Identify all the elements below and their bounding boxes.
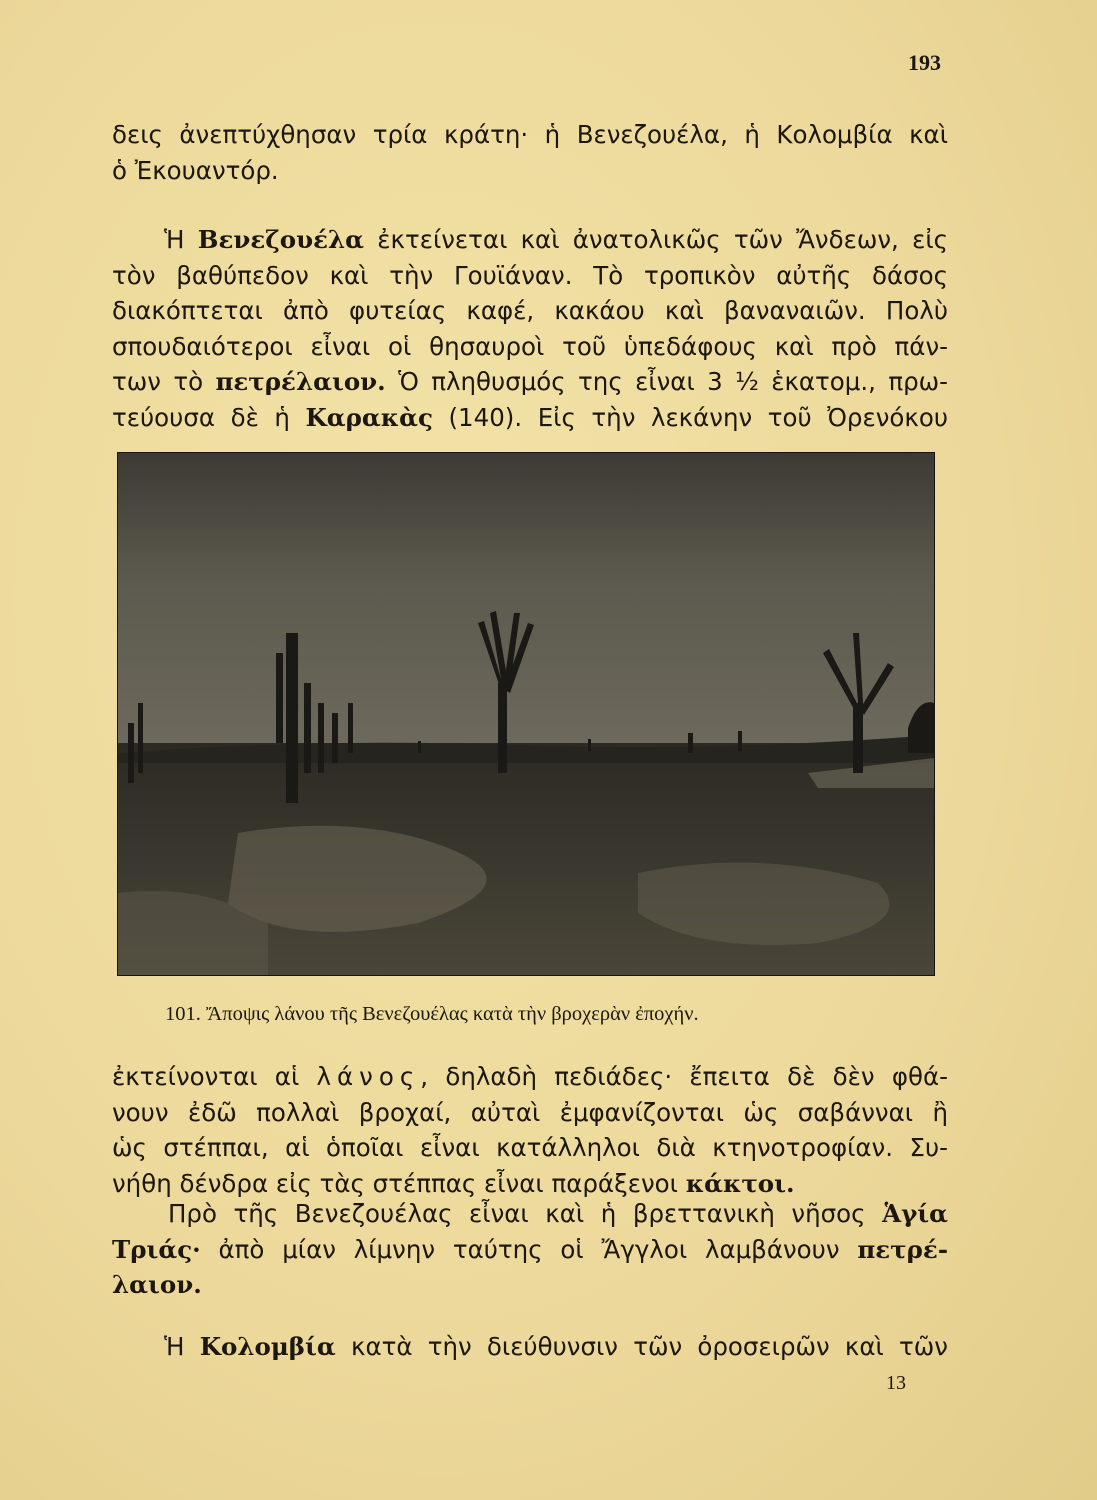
term-petroleum: πετρέλαιον. (215, 367, 386, 397)
term-colombia: Κολομβία (199, 1332, 336, 1361)
term-trinidad: Ἁγία (882, 1199, 948, 1228)
text-line: ὡς στέππαι, αἱ ὁποῖαι εἶναι κατάλληλοι διὰ κτηνοτροφίαν. Συ- (112, 1133, 948, 1163)
paragraph-colombia (112, 1329, 948, 1365)
text-line: διακόπτεται ἀπὸ φυτείας καφέ, κακάου καὶ βαναναιῶν. Πολὺ (112, 296, 948, 326)
paragraph-trinidad (112, 1196, 948, 1303)
figure-caption: 101. Ἄποψις λάνου τῆς Βενεζουέλας κατὰ τὴν βροχερὰν ἐποχήν. (165, 1003, 699, 1025)
paragraph-llanos (112, 1059, 948, 1201)
term-venezuela: Βενεζουέλα (197, 225, 365, 254)
text-line: νουν ἐδῶ πολλαὶ βροχαί, αὐταὶ ἐμφανίζονται ὡς σαβάνναι ἢ (112, 1097, 948, 1127)
text-line: Τριάς· ἀπὸ μίαν λίμνην ταύτης οἱ Ἄγγλοι λαμβάνουν πετρέ- (112, 1234, 948, 1264)
text-line: σπουδαιότεροι εἶναι οἱ θησαυροὶ τοῦ ὑπεδάφους καὶ πρὸ πάν- (112, 331, 948, 361)
text-line: Ἡ Βενεζουέλα ἐκτείνεται καὶ ἀνατολικῶς τῶν Ἄνδεων, εἰς (164, 225, 948, 254)
signature-mark: 13 (886, 1372, 906, 1394)
text-line: τεύουσα δὲ ἡ Καρακὰς (140). Εἰς τὴν λεκάνην τοῦ Ὀρενόκου (112, 402, 948, 432)
text-line: τὸν βαθύπεδον καὶ τὴν Γουϊάναν. Τὸ τροπικὸν αὐτῆς δάσος (112, 260, 948, 290)
text-line: λαιον. (112, 1270, 202, 1300)
term-llanos: λάνος (316, 1062, 421, 1091)
text-line: ἐκτείνονται αἱ λάνος, δηλαδὴ πεδιάδες· ἔπειτα δὲ δὲν φθά- (112, 1062, 948, 1091)
text-line: ὁ Ἐκουαντόρ. (112, 155, 279, 185)
llanos-photograph (117, 452, 935, 976)
paragraph-venezuela (112, 222, 948, 436)
paragraph-intro (112, 117, 948, 188)
text-line: δεις ἀνεπτύχθησαν τρία κράτη· ἡ Βενεζουέλα, ἡ Κολομβία καὶ (112, 120, 948, 149)
llanos-landscape-image (118, 453, 934, 975)
term-petroleum-2: πετρέ- (857, 1234, 948, 1264)
text-line: νήθη δένδρα εἰς τὰς στέππας εἶναι παράξενοι κάκτοι. (112, 1168, 795, 1198)
text-line: Πρὸ τῆς Βενεζουέλας εἶναι καὶ ἡ βρεττανικὴ νῆσος Ἁγία (168, 1199, 948, 1228)
page-number: 193 (908, 50, 941, 75)
term-cacti: κάκτοι. (685, 1168, 795, 1198)
text-line: Ἡ Κολομβία κατὰ τὴν διεύθυνσιν τῶν ὀροσειρῶν καὶ τῶν (164, 1332, 948, 1361)
text-line: των τὸ πετρέλαιον. Ὁ πληθυσμός της εἶναι 3 ½ ἑκατομ., πρω- (112, 367, 948, 397)
term-caracas: Καρακὰς (305, 402, 433, 432)
term-trinidad-2: Τριάς· (112, 1234, 201, 1264)
